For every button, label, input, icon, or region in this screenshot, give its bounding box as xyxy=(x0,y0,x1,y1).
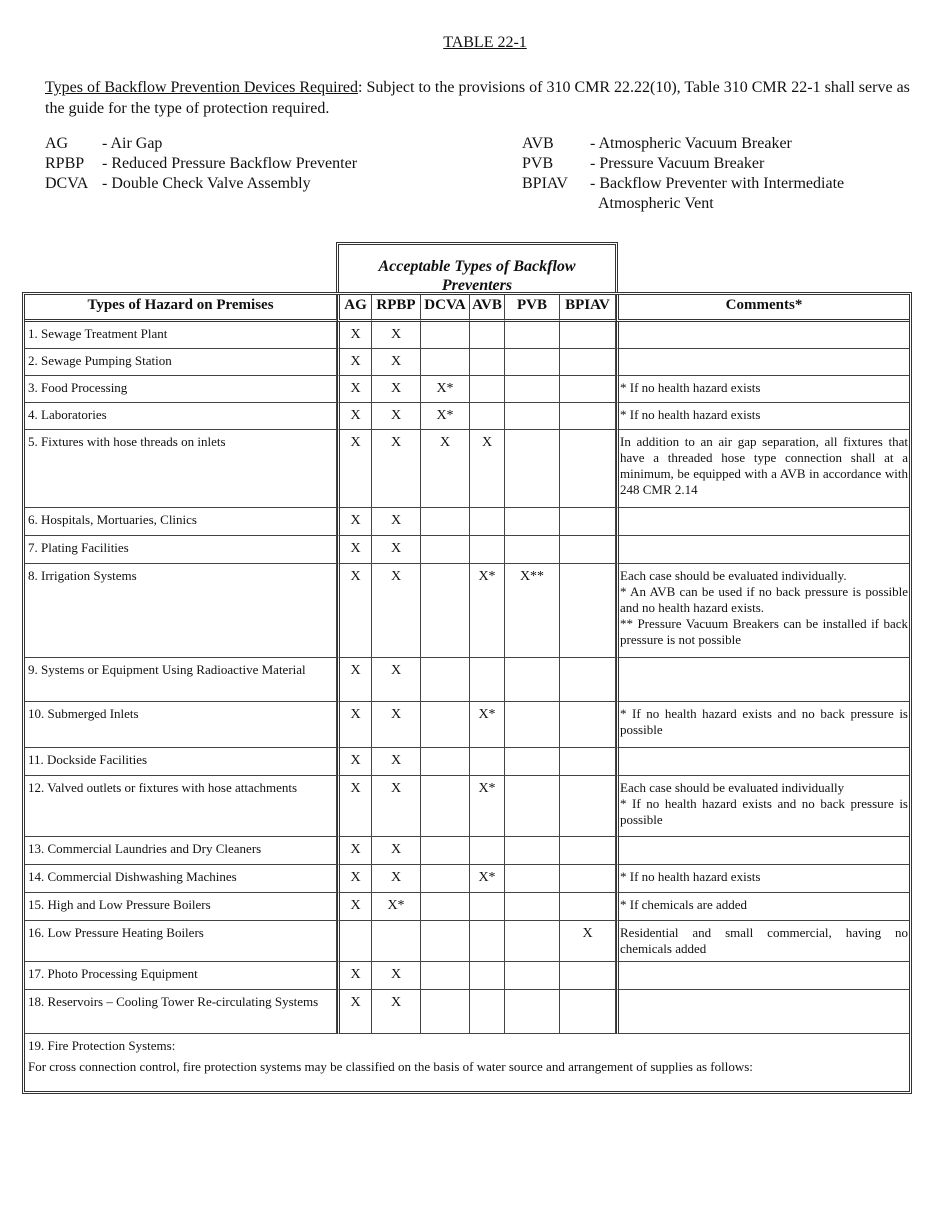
avb-cell: X* xyxy=(470,564,505,658)
avb-cell xyxy=(470,536,505,564)
ag-cell: X xyxy=(337,865,372,893)
fire-protection-row xyxy=(25,1034,909,1091)
avb-cell xyxy=(470,921,505,962)
comment-cell: * If no health hazard exists xyxy=(616,376,909,403)
rpbp-cell: X xyxy=(372,349,421,376)
rpbp-cell: X xyxy=(372,658,421,702)
dcva-cell: X* xyxy=(421,376,470,403)
ag-cell: X xyxy=(337,322,372,349)
bpiav-cell xyxy=(560,322,616,349)
bpiav-cell xyxy=(560,893,616,921)
rpbp-cell: X* xyxy=(372,893,421,921)
col-hazard: Types of Hazard on Premises xyxy=(25,295,337,322)
ag-cell: X xyxy=(337,508,372,536)
avb-cell: X* xyxy=(470,865,505,893)
legend-desc: - Atmospheric Vacuum Breaker xyxy=(590,135,792,152)
comment-cell: In addition to an air gap separation, all fixtures that have a threaded hose type connection shall at a minimum, be equipped with a AVB in accordance with 248 CMR 2.14 xyxy=(616,430,909,508)
dcva-cell xyxy=(421,921,470,962)
pvb-cell xyxy=(505,349,560,376)
rpbp-cell: X xyxy=(372,564,421,658)
dcva-cell xyxy=(421,962,470,990)
intro-text: : Subject to the provisions of 310 CMR 22.22(10), Table 310 CMR 22-1 shall serve as the guide for the type of protection required. xyxy=(45,79,910,117)
intro-heading: Types of Backflow Prevention Devices Required xyxy=(45,79,359,96)
rpbp-cell: X xyxy=(372,865,421,893)
legend-abbr: PVB xyxy=(522,155,554,172)
fire-line2: For cross connection control, fire protection systems may be classified on the basis of water source and arrangement of supplies as follows: xyxy=(28,1059,753,1074)
pvb-cell xyxy=(505,536,560,564)
comment-cell: Each case should be evaluated individually * If no health hazard exists and no back pressure is possible xyxy=(616,776,909,837)
rpbp-cell: X xyxy=(372,702,421,748)
col-bpiav: BPIAV xyxy=(560,295,616,322)
comment-cell: * If no health hazard exists xyxy=(616,865,909,893)
comment-cell: Residential and small commercial, having no chemicals added xyxy=(616,921,909,962)
bpiav-cell xyxy=(560,564,616,658)
hazard-cell: 12. Valved outlets or fixtures with hose attachments xyxy=(25,776,337,837)
bpiav-cell xyxy=(560,990,616,1034)
pvb-cell xyxy=(505,921,560,962)
rpbp-cell: X xyxy=(372,837,421,865)
dcva-cell xyxy=(421,990,470,1034)
bpiav-cell xyxy=(560,403,616,430)
hazard-cell: 7. Plating Facilities xyxy=(25,536,337,564)
table-row xyxy=(25,376,909,403)
ag-cell: X xyxy=(337,893,372,921)
hazard-cell: 9. Systems or Equipment Using Radioactive Material xyxy=(25,658,337,702)
comment-cell xyxy=(616,658,909,702)
legend-abbr: RPBP xyxy=(45,155,85,172)
hazard-cell: 5. Fixtures with hose threads on inlets xyxy=(25,430,337,508)
hazard-cell: 17. Photo Processing Equipment xyxy=(25,962,337,990)
avb-cell xyxy=(470,376,505,403)
table-row xyxy=(25,322,909,349)
table-row xyxy=(25,776,909,837)
hazard-cell: 13. Commercial Laundries and Dry Cleaners xyxy=(25,837,337,865)
intro-paragraph xyxy=(45,77,925,119)
pvb-cell: X** xyxy=(505,564,560,658)
pvb-cell xyxy=(505,865,560,893)
pvb-cell xyxy=(505,658,560,702)
pvb-cell xyxy=(505,508,560,536)
hazard-cell: 8. Irrigation Systems xyxy=(25,564,337,658)
ag-cell: X xyxy=(337,564,372,658)
rpbp-cell: X xyxy=(372,403,421,430)
table-row xyxy=(25,921,909,962)
bpiav-cell xyxy=(560,536,616,564)
bpiav-cell xyxy=(560,349,616,376)
ag-cell: X xyxy=(337,403,372,430)
legend-item xyxy=(45,134,382,154)
dcva-cell xyxy=(421,748,470,776)
legend-desc: - Backflow Preventer with Intermediate Atmospheric Vent xyxy=(590,175,845,212)
avb-cell xyxy=(470,962,505,990)
legend-abbr: AVB xyxy=(522,135,554,152)
pvb-cell xyxy=(505,430,560,508)
header-row xyxy=(25,295,909,322)
comment-cell: * If no health hazard exists xyxy=(616,403,909,430)
table-row xyxy=(25,349,909,376)
comment-cell: Each case should be evaluated individually. * An AVB can be used if no back pressure is possible and no health hazard exists. ** Pressure Vacuum Breakers can be installed if back pressure is not possible xyxy=(616,564,909,658)
ag-cell: X xyxy=(337,990,372,1034)
legend-abbr: DCVA xyxy=(45,175,89,192)
ag-cell: X xyxy=(337,962,372,990)
pvb-cell xyxy=(505,702,560,748)
dcva-cell xyxy=(421,508,470,536)
hazard-table-wrap xyxy=(22,292,912,1094)
ag-cell: X xyxy=(337,376,372,403)
dcva-cell xyxy=(421,837,470,865)
rpbp-cell xyxy=(372,921,421,962)
ag-cell: X xyxy=(337,748,372,776)
bpiav-cell xyxy=(560,702,616,748)
legend-right xyxy=(522,134,878,214)
ag-cell: X xyxy=(337,776,372,837)
avb-cell xyxy=(470,508,505,536)
col-pvb: PVB xyxy=(505,295,560,322)
avb-cell: X* xyxy=(470,776,505,837)
table-row xyxy=(25,658,909,702)
dcva-cell xyxy=(421,702,470,748)
bpiav-cell xyxy=(560,748,616,776)
bpiav-cell xyxy=(560,962,616,990)
legend-abbr: AG xyxy=(45,135,69,152)
dcva-cell xyxy=(421,349,470,376)
pvb-cell xyxy=(505,962,560,990)
hazard-cell: 16. Low Pressure Heating Boilers xyxy=(25,921,337,962)
avb-cell xyxy=(470,837,505,865)
bpiav-cell xyxy=(560,376,616,403)
bpiav-cell xyxy=(560,837,616,865)
col-comments: Comments* xyxy=(616,295,909,322)
bpiav-cell xyxy=(560,430,616,508)
dcva-cell xyxy=(421,865,470,893)
avb-cell xyxy=(470,893,505,921)
comment-cell xyxy=(616,837,909,865)
legend-item xyxy=(522,174,878,214)
dcva-cell xyxy=(421,564,470,658)
ag-cell: X xyxy=(337,536,372,564)
table-row xyxy=(25,748,909,776)
rpbp-cell: X xyxy=(372,748,421,776)
pvb-cell xyxy=(505,893,560,921)
ag-cell: X xyxy=(337,702,372,748)
table-row xyxy=(25,837,909,865)
table-title: TABLE 22-1 xyxy=(443,34,527,51)
hazard-cell: 18. Reservoirs – Cooling Tower Re-circulating Systems xyxy=(25,990,337,1034)
table-row xyxy=(25,865,909,893)
legend-left xyxy=(45,134,382,194)
pvb-cell xyxy=(505,403,560,430)
pvb-cell xyxy=(505,748,560,776)
avb-cell xyxy=(470,349,505,376)
ag-cell: X xyxy=(337,837,372,865)
table-row xyxy=(25,990,909,1034)
comment-cell: * If chemicals are added xyxy=(616,893,909,921)
legend-item xyxy=(45,174,382,194)
dcva-cell: X xyxy=(421,430,470,508)
col-avb: AVB xyxy=(470,295,505,322)
rpbp-cell: X xyxy=(372,962,421,990)
comment-cell xyxy=(616,536,909,564)
pvb-cell xyxy=(505,990,560,1034)
avb-cell: X* xyxy=(470,702,505,748)
legend-item xyxy=(45,154,382,174)
comment-cell xyxy=(616,508,909,536)
pvb-cell xyxy=(505,837,560,865)
fire-line1: 19. Fire Protection Systems: xyxy=(28,1038,176,1053)
comment-cell xyxy=(616,962,909,990)
rpbp-cell: X xyxy=(372,322,421,349)
table-row xyxy=(25,962,909,990)
fire-protection-cell xyxy=(25,1034,909,1091)
bpiav-cell: X xyxy=(560,921,616,962)
avb-cell: X xyxy=(470,430,505,508)
pvb-cell xyxy=(505,322,560,349)
acceptable-types-header xyxy=(336,242,618,292)
hazard-cell: 14. Commercial Dishwashing Machines xyxy=(25,865,337,893)
dcva-cell xyxy=(421,536,470,564)
comment-cell: * If no health hazard exists and no back pressure is possible xyxy=(616,702,909,748)
avb-cell xyxy=(470,403,505,430)
acceptable-header-line2: Preventers xyxy=(441,277,513,294)
rpbp-cell: X xyxy=(372,430,421,508)
ag-cell: X xyxy=(337,349,372,376)
acceptable-header-line1: Acceptable Types of Backflow xyxy=(378,258,576,275)
legend-item xyxy=(522,154,878,174)
rpbp-cell: X xyxy=(372,990,421,1034)
table-row xyxy=(25,508,909,536)
hazard-cell: 6. Hospitals, Mortuaries, Clinics xyxy=(25,508,337,536)
pvb-cell xyxy=(505,776,560,837)
comment-cell xyxy=(616,990,909,1034)
legend-desc: - Double Check Valve Assembly xyxy=(102,175,311,192)
ag-cell xyxy=(337,921,372,962)
legend-desc: - Pressure Vacuum Breaker xyxy=(590,155,765,172)
table-row xyxy=(25,702,909,748)
comment-cell xyxy=(616,349,909,376)
col-rpbp: RPBP xyxy=(372,295,421,322)
rpbp-cell: X xyxy=(372,776,421,837)
dcva-cell xyxy=(421,658,470,702)
dcva-cell xyxy=(421,776,470,837)
avb-cell xyxy=(470,748,505,776)
rpbp-cell: X xyxy=(372,508,421,536)
comment-cell xyxy=(616,748,909,776)
rpbp-cell: X xyxy=(372,536,421,564)
hazard-cell: 1. Sewage Treatment Plant xyxy=(25,322,337,349)
table-row xyxy=(25,536,909,564)
avb-cell xyxy=(470,990,505,1034)
hazard-cell: 4. Laboratories xyxy=(25,403,337,430)
comment-cell xyxy=(616,322,909,349)
avb-cell xyxy=(470,658,505,702)
avb-cell xyxy=(470,322,505,349)
legend-abbr: BPIAV xyxy=(522,175,568,192)
col-dcva: DCVA xyxy=(421,295,470,322)
dcva-cell xyxy=(421,322,470,349)
hazard-table xyxy=(22,292,912,1094)
bpiav-cell xyxy=(560,865,616,893)
legend-desc: - Reduced Pressure Backflow Preventer xyxy=(102,155,358,172)
ag-cell: X xyxy=(337,430,372,508)
rpbp-cell: X xyxy=(372,376,421,403)
bpiav-cell xyxy=(560,776,616,837)
dcva-cell: X* xyxy=(421,403,470,430)
legend-item xyxy=(522,134,878,154)
hazard-cell: 15. High and Low Pressure Boilers xyxy=(25,893,337,921)
table-row xyxy=(25,564,909,658)
dcva-cell xyxy=(421,893,470,921)
table-row xyxy=(25,430,909,508)
col-ag: AG xyxy=(337,295,372,322)
table-row xyxy=(25,403,909,430)
hazard-cell: 2. Sewage Pumping Station xyxy=(25,349,337,376)
bpiav-cell xyxy=(560,658,616,702)
legend-desc: - Air Gap xyxy=(102,135,163,152)
hazard-cell: 10. Submerged Inlets xyxy=(25,702,337,748)
ag-cell: X xyxy=(337,658,372,702)
pvb-cell xyxy=(505,376,560,403)
table-row xyxy=(25,893,909,921)
bpiav-cell xyxy=(560,508,616,536)
hazard-cell: 11. Dockside Facilities xyxy=(25,748,337,776)
hazard-cell: 3. Food Processing xyxy=(25,376,337,403)
